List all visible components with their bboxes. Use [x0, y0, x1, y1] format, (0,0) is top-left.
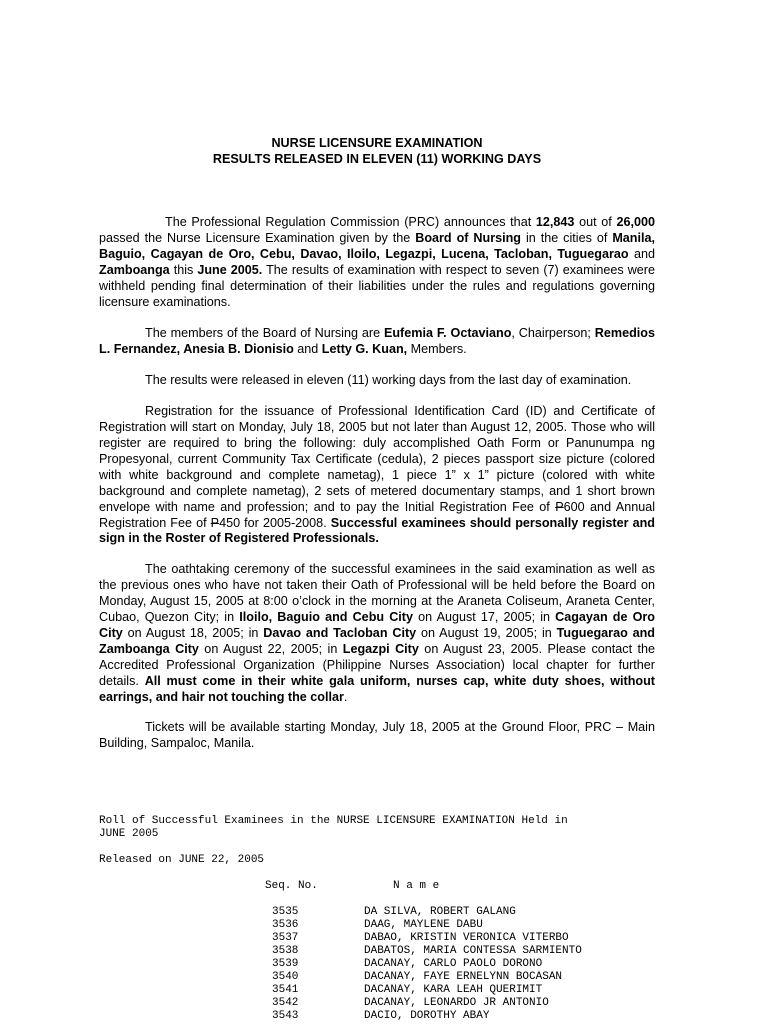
column-header-name: N a m e: [393, 880, 440, 892]
examinee-name: DACANAY, FAYE ERNELYNN BOCASAN: [364, 971, 563, 983]
roll-header-line-1: Roll of Successful Examinees in the NURSE LICENSURE EXAMINATION Held in: [99, 815, 568, 827]
roll-header-line-2: JUNE 2005: [99, 828, 159, 840]
table-row: [272, 906, 582, 919]
table-row: [272, 984, 582, 997]
released-date: Released on JUNE 22, 2005: [99, 854, 265, 866]
table-row: [272, 932, 582, 945]
table-row: [272, 971, 582, 984]
examinee-name: DACANAY, KARA LEAH QUERIMIT: [364, 984, 543, 996]
seq-number: 3538: [272, 945, 299, 957]
paragraph-oathtaking: The oathtaking ceremony of the successful examinees in the said examination as well as the previous ones who have not taken their Oath of Professional will be held before the Board on Monday, August 15, 2005 at 8:00 o’clock in the morning at the Araneta Coliseum, Araneta Center, Cubao, Quezon City; in Iloilo, Baguio and Cebu City on August 17, 2005; in Cagayan de Oro City on August 18, 2005; in Davao and Tacloban City on August 19, 2005; in Tuguegarao and Zamboanga City on August 22, 2005; in Legazpi City on August 23, 2005. Please contact the Accredited Professional Organization (Philippine Nurses Association) local chapter for further details. All must come in their white gala uniform, nurses cap, white duty shoes, without earrings, and hair not touching the collar.: [99, 562, 656, 704]
paragraph-release-days: The results were released in eleven (11) working days from the last day of examination.: [145, 373, 632, 388]
seq-number: 3541: [272, 984, 299, 996]
column-header-seq: Seq. No.: [265, 880, 318, 892]
examinee-name: DABATOS, MARIA CONTESSA SARMIENTO: [364, 945, 582, 957]
title-line-1: NURSE LICENSURE EXAMINATION: [271, 136, 483, 150]
examinee-list: [272, 906, 582, 1023]
title-line-2: RESULTS RELEASED IN ELEVEN (11) WORKING DAYS: [212, 152, 542, 166]
examinee-name: DABAO, KRISTIN VERONICA VITERBO: [364, 932, 569, 944]
paragraph-announcement: The Professional Regulation Commission (PRC) announces that 12,843 out of 26,000 passed the Nurse Licensure Examination given by the Board of Nursing in the cities of Manila, Baguio, Cagayan de Oro, Cebu, Davao, Iloilo, Legazpi, Lucena, Tacloban, Tuguegarao and Zamboanga this June 2005. The results of examination with respect to seven (7) examinees were withheld pending final determination of their liabilities under the rules and regulations governing licensure examinations.: [99, 215, 656, 309]
document-body: [99, 135, 655, 752]
examinee-name: DAAG, MAYLENE DABU: [364, 919, 483, 931]
seq-number: 3539: [272, 958, 299, 970]
examinee-name: DACANAY, CARLO PAOLO DORONO: [364, 958, 543, 970]
paragraph-board-members: The members of the Board of Nursing are Eufemia F. Octaviano, Chairperson; Remedios L. Fernandez, Anesia B. Dionisio and Letty G. Kuan, Members.: [99, 326, 655, 357]
table-row: [272, 958, 582, 971]
paragraph-tickets: Tickets will be available starting Monday, July 18, 2005 at the Ground Floor, PRC – Main Building, Sampaloc, Manila.: [99, 720, 655, 751]
examinee-name: DACIO, DOROTHY ABAY: [364, 1010, 490, 1022]
seq-number: 3542: [272, 997, 299, 1009]
table-row: [272, 1010, 582, 1023]
seq-number: 3536: [272, 919, 299, 931]
table-row: [272, 945, 582, 958]
seq-number: 3535: [272, 906, 299, 918]
paragraph-registration: Registration for the issuance of Professional Identification Card (ID) and Certificate of Registration will start on Monday, July 18, 2005 but not later than August 12, 2005. Those who will register are required to bring the following: duly accomplished Oath Form or Panunumpa ng Propesyonal, current Community Tax Certificate (cedula), 2 pieces passport size picture (colored with white background and complete nametag), 1 piece 1” x 1” picture (colored with white background and complete nametag), 2 sets of metered documentary stamps, and 1 short brown envelope with name and profession; and to pay the Initial Registration Fee of P600 and Annual Registration Fee of P450 for 2005-2008. Successful examinees should personally register and sign in the Roster of Registered Professionals.: [99, 404, 656, 546]
seq-number: 3543: [272, 1010, 299, 1022]
table-row: [272, 919, 582, 932]
examinee-name: DA SILVA, ROBERT GALANG: [364, 906, 516, 918]
table-row: [272, 997, 582, 1010]
examinee-name: DACANAY, LEONARDO JR ANTONIO: [364, 997, 549, 1009]
seq-number: 3540: [272, 971, 299, 983]
seq-number: 3537: [272, 932, 299, 944]
